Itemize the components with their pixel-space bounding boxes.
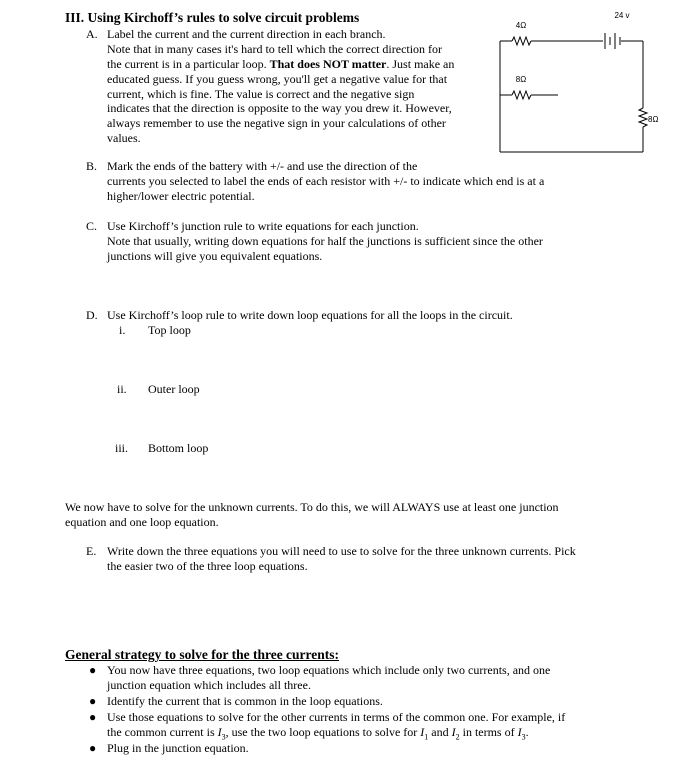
strategy-bullet-1-cont: junction equation which includes all three. <box>107 678 311 692</box>
item-d-sub-3-marker: iii. <box>115 441 129 455</box>
item-e-line-1: Write down the three equations you will need to use to solve for the three unknown currents. Pick <box>107 544 576 558</box>
item-c-line-2: Note that usually, writing down equations for half the junctions is sufficient since the other <box>107 234 543 248</box>
item-d-sub-1-label: Top loop <box>148 323 191 337</box>
resistor-4-ohm-icon <box>512 37 531 45</box>
resistor-8-ohm-middle-label: 8Ω <box>515 75 527 84</box>
item-d-sub-1-marker: i. <box>119 323 126 337</box>
item-a-line-6: indicates that the direction is opposite to the way you drew it. However, <box>107 101 452 115</box>
battery-label: 24 v <box>614 11 630 20</box>
item-a-marker: A. <box>86 27 98 41</box>
item-a-line-4: educated guess. If you guess wrong, you'll get a negative value for that <box>107 72 448 86</box>
bullet-icon: ● <box>89 741 97 755</box>
circuit-diagram <box>490 8 692 158</box>
bullet-icon: ● <box>89 710 97 724</box>
item-c-line-3: junctions will give you equivalent equations. <box>107 249 323 263</box>
strategy-bullet-3-cont: the common current is $I_3$, use the two loop equations to solve for $I_1$ and $I_2$ in terms of $I_3$. <box>107 725 529 742</box>
strategy-bullet-4: ● Plug in the junction equation. <box>89 741 249 755</box>
item-b-marker: B. <box>86 159 98 173</box>
item-a-line-3: the current is in a particular loop. That does NOT matter. Just make an <box>107 57 455 71</box>
strategy-heading: General strategy to solve for the three currents: <box>65 647 340 662</box>
item-b-line-1: Mark the ends of the battery with +/- and use the direction of the <box>107 159 418 173</box>
item-c-marker: C. <box>86 219 98 233</box>
strategy-bullet-3: ● Use those equations to solve for the other currents in terms of the common one. For example, if <box>89 710 566 724</box>
resistor-8-ohm-right-icon <box>639 108 647 127</box>
item-a-line-2: Note that in many cases it's hard to tell which the correct direction for <box>107 42 443 56</box>
item-a-line-8: values. <box>107 131 141 145</box>
item-d-sub-2-marker: ii. <box>117 382 127 396</box>
item-d-marker: D. <box>86 308 98 322</box>
item-a-line-5: current, which is fine. The value is correct and the negative sign <box>107 87 415 101</box>
resistor-4-ohm-label: 4Ω <box>515 21 527 30</box>
item-a-line-7: always remember to use the negative sign in your calculations of other <box>107 116 446 130</box>
section-title: III. Using Kirchoff’s rules to solve circuit problems <box>65 10 360 25</box>
item-b-line-3: higher/lower electric potential. <box>107 189 255 203</box>
item-c-line-1: Use Kirchoff’s junction rule to write equations for each junction. <box>107 219 419 233</box>
item-b-line-2: currents you selected to label the ends of each resistor with +/- to indicate which end is at a <box>107 174 545 188</box>
strategy-bullet-2: ● Identify the current that is common in the loop equations. <box>89 694 383 708</box>
battery-icon <box>605 33 620 49</box>
item-a-line-1: Label the current and the current direction in each branch. <box>107 27 386 41</box>
bullet-icon: ● <box>89 663 97 677</box>
item-e-marker: E. <box>86 544 97 558</box>
resistor-8-ohm-right-label: 8Ω <box>648 115 659 124</box>
item-e-line-2: the easier two of the three loop equations. <box>107 559 308 573</box>
item-d-sub-2-label: Outer loop <box>148 382 200 396</box>
para-line-2: equation and one loop equation. <box>65 515 219 529</box>
resistor-8-ohm-middle-icon <box>512 91 531 99</box>
strategy-bullet-1: ● You now have three equations, two loop equations which include only two currents, and one <box>89 663 551 677</box>
bullet-icon: ● <box>89 694 97 708</box>
item-d-sub-3-label: Bottom loop <box>148 441 209 455</box>
para-line-1: We now have to solve for the unknown currents. To do this, we will ALWAYS use at least one junction <box>65 500 559 514</box>
item-d-text: Use Kirchoff’s loop rule to write down loop equations for all the loops in the circuit. <box>107 308 513 322</box>
